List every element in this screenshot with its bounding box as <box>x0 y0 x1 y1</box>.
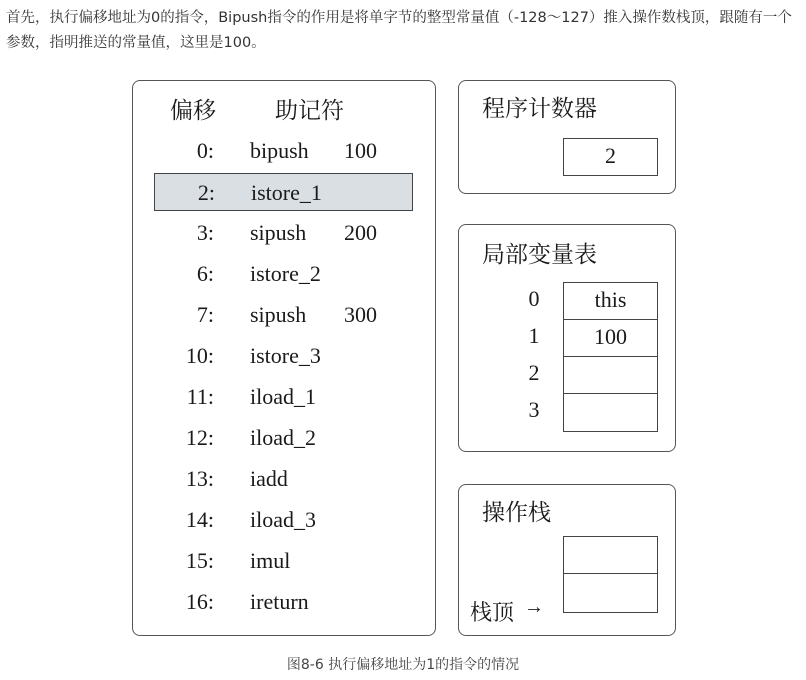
local-slot-index: 0 <box>528 286 540 311</box>
stack-top-arrow-icon: → <box>524 596 544 618</box>
instruction-argument: 200 <box>344 220 377 245</box>
program-counter-value: 2 <box>563 138 658 176</box>
instruction-offset: 12: <box>185 425 214 450</box>
local-slot-index: 2 <box>528 360 540 385</box>
local-slot-index: 1 <box>528 323 540 348</box>
local-slot-value: 100 <box>563 319 658 358</box>
mnemonic-column-header: 助记符 <box>275 98 344 123</box>
instruction-offset: 13: <box>185 466 214 491</box>
instruction-offset: 0: <box>196 138 214 163</box>
instruction-row <box>0 378 440 416</box>
instruction-row <box>0 296 440 334</box>
instruction-mnemonic: imul <box>250 548 291 573</box>
instruction-argument: 100 <box>344 138 377 163</box>
local-slot-index: 3 <box>528 397 540 422</box>
operand-stack-cell <box>563 536 658 575</box>
instruction-argument: 300 <box>344 302 377 327</box>
instruction-offset: 16: <box>185 589 214 614</box>
stack-top-label: 栈顶 <box>470 600 515 625</box>
intro-paragraph: 首先，执行偏移地址为0的指令，Bipush指令的作用是将单字节的整型常量值（-128～127）推入操作数栈顶，跟随有一个参数，指明推送的常量值，这里是100。 <box>6 10 792 51</box>
local-slot-value <box>563 393 658 432</box>
instruction-mnemonic: sipush <box>250 220 307 245</box>
instruction-mnemonic: iload_2 <box>250 425 316 450</box>
operand-stack-cell <box>563 573 658 613</box>
current-instruction-row <box>154 173 413 211</box>
instruction-row <box>0 460 440 498</box>
instruction-offset: 3: <box>196 220 214 245</box>
instruction-row <box>0 255 440 293</box>
instruction-row <box>0 583 440 621</box>
instruction-mnemonic: ireturn <box>250 589 309 614</box>
local-slot-value <box>563 356 658 395</box>
instruction-mnemonic: istore_1 <box>251 180 322 205</box>
instruction-mnemonic: istore_3 <box>250 343 321 368</box>
instruction-offset: 11: <box>186 384 214 409</box>
instruction-row <box>0 132 440 170</box>
instruction-mnemonic: iload_1 <box>250 384 316 409</box>
offset-column-header: 偏移 <box>170 98 216 123</box>
instruction-offset: 2: <box>197 180 215 205</box>
program-counter-title: 程序计数器 <box>482 96 597 121</box>
instruction-offset: 10: <box>185 343 214 368</box>
figure-caption: 图8-6 执行偏移地址为1的指令的情况 <box>286 657 520 673</box>
instruction-mnemonic: istore_2 <box>250 261 321 286</box>
instruction-offset: 14: <box>185 507 214 532</box>
instruction-mnemonic: iadd <box>250 466 288 491</box>
instruction-mnemonic: bipush <box>250 138 309 163</box>
instruction-offset: 7: <box>196 302 214 327</box>
instruction-row <box>0 214 440 252</box>
instruction-offset: 6: <box>196 261 214 286</box>
instruction-offset: 15: <box>185 548 214 573</box>
operand-stack-title: 操作栈 <box>482 500 551 525</box>
local-variable-table-title: 局部变量表 <box>482 242 597 267</box>
instruction-row <box>0 542 440 580</box>
instruction-mnemonic: sipush <box>250 302 307 327</box>
instruction-row <box>0 337 440 375</box>
local-slot-value: this <box>563 282 658 321</box>
instruction-row <box>0 419 440 457</box>
instruction-row <box>0 501 440 539</box>
instruction-mnemonic: iload_3 <box>250 507 316 532</box>
